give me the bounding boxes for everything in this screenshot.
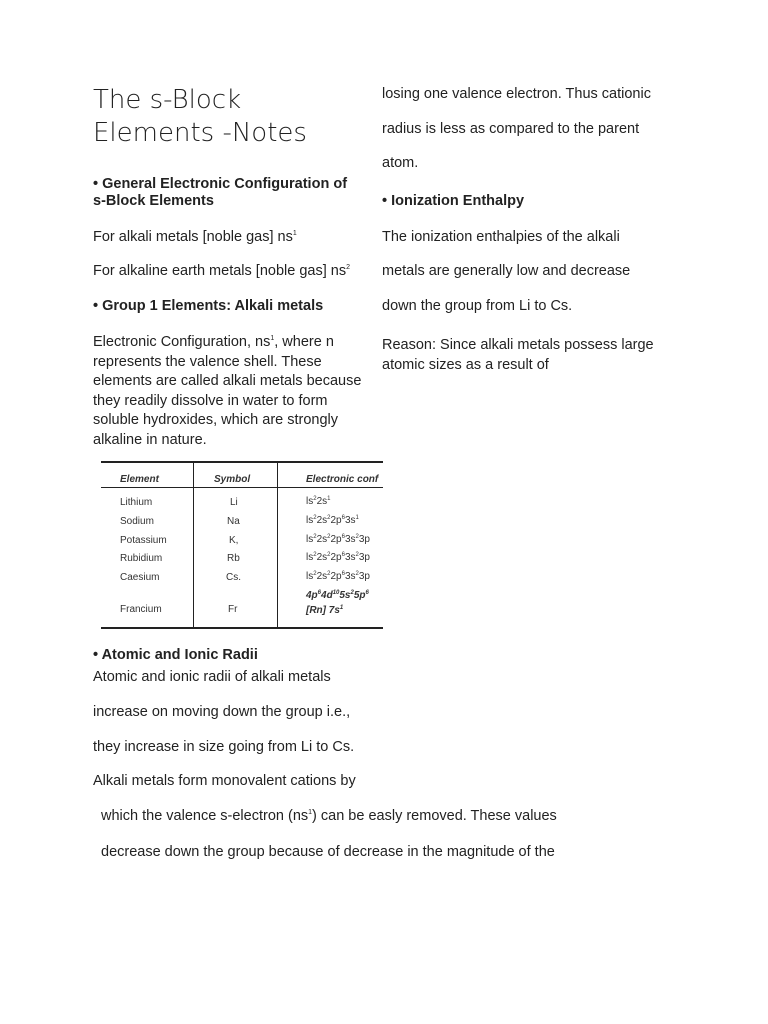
config-heading-line-2: s-Block Elements [93,193,214,209]
title-line-1: The s-Block [93,85,242,115]
cfg-rb-1: 2 [313,552,317,558]
cfg-k-6: 3s [344,534,356,545]
alkali-config-sup: 1 [292,230,297,237]
cfg-na-2: 2s [316,515,328,526]
right-line-1: losing one valence electron. Thus cationic [382,86,651,102]
radii-line-2: increase on moving down the group i.e., [93,704,351,720]
cfg-cs-1: 2 [313,571,317,577]
cfg-cs-0: ls [306,571,314,582]
cfg-k-3: 2 [327,534,331,540]
table-cell-symbol: K, [229,535,239,546]
cfg-k-2: 2s [316,534,328,545]
radii-heading: • Atomic and Ionic Radii [93,647,258,663]
para-line-6: alkaline in nature. [93,431,207,448]
table-cell-symbol: Fr [228,604,238,615]
right-line-2: radius is less as compared to the parent [382,121,640,137]
cfg-fr-1: 1 [339,605,344,611]
bottom-line-1 [101,808,557,825]
reason-line-2: atomic sizes as a result of [382,356,549,373]
ionization-line-2: metals are generally low and decrease [382,263,631,279]
alkaline-config-text: For alkaline earth metals [noble gas] ns [93,263,347,279]
table-cell-element: Sodium [120,516,154,527]
para-line-5: soluble hydroxides, which are strongly [93,412,339,428]
table-bottom-border [101,627,383,629]
table-cell-symbol: Li [230,497,238,508]
cfg-k-4: 2p [330,534,342,545]
para-line-1-sup: 1 [270,335,275,342]
alkaline-config-sup: 2 [346,264,350,271]
cfg-na-6: 3s [344,515,356,526]
para-line-2: represents the valence shell. These [93,353,322,370]
cfg-na-0: ls [306,515,314,526]
cfg-cs-7: 2 [355,571,359,577]
cfg-cs-x7: 6 [365,590,369,596]
cfg-cs-8: 3p [358,571,370,582]
bottom-line-1-sup: 1 [308,809,313,816]
config-heading [93,176,347,210]
table-cell-element: Francium [120,604,162,615]
electronic-config-paragraph [93,333,361,450]
cfg-fr-0: [Rn] 7s [306,605,340,616]
cfg-cs-5: 6 [341,571,345,577]
table-top-border [101,461,383,463]
cfg-rb-4: 2p [330,552,342,563]
ionization-line-1: The ionization enthalpies of the alkali [382,229,620,245]
table-cell-element: Rubidium [120,553,163,564]
para-line-4: they readily dissolve in water to form [93,392,328,409]
cfg-rb-2: 2s [316,552,328,563]
table-cell-symbol: Cs. [226,572,241,583]
cfg-li-1: 2 [313,496,317,502]
page-title [93,84,373,150]
cfg-rb-8: 3p [358,552,370,563]
cfg-k-5: 6 [341,534,345,540]
table-cell-symbol: Na [227,516,240,527]
radii-line-3: they increase in size going from Li to Cs. [93,739,355,755]
title-line-2: Elements -Notes [93,118,307,148]
table-header-divider [101,487,383,488]
cfg-li-2: 2s [316,496,328,507]
alkaline-config-line [93,263,350,280]
table-cell-element: Lithium [120,497,153,508]
table-column-divider [277,461,278,629]
table-column-divider [193,461,194,629]
para-line-1-pre: Electronic Configuration, ns [93,334,271,350]
cfg-k-8: 3p [358,534,370,545]
cfg-cs-6: 3s [344,571,356,582]
bottom-line-1-pre: which the valence s-electron (ns [101,808,309,824]
cfg-na-3: 2 [327,515,331,521]
cfg-na-7: 1 [355,515,359,521]
table-header-symbol: Symbol [214,474,251,485]
cfg-rb-7: 2 [355,552,359,558]
cfg-rb-5: 6 [341,552,345,558]
para-line-1-post: , where n [274,334,334,350]
table-header-element: Element [120,474,159,485]
cfg-cs-x2: 4d [321,590,333,601]
table-header-config: Electronic conf [306,474,379,485]
reason-line-1: Reason: Since alkali metals possess large [382,337,654,353]
cfg-li-3: 1 [327,496,331,502]
table-cell-config [306,515,359,526]
para-line-1 [93,333,361,353]
cfg-na-1: 2 [313,515,317,521]
bottom-line-2: decrease down the group because of decrease in the magnitude of the [101,844,555,860]
cfg-li-0: ls [306,496,314,507]
cfg-cs-x6: 5p [353,590,366,601]
table-cell-element: Caesium [120,572,160,583]
cfg-na-4: 2p [330,515,342,526]
ionization-line-3: down the group from Li to Cs. [382,298,573,314]
group1-heading: • Group 1 Elements: Alkali metals [93,298,324,314]
alkali-metals-table [101,461,383,629]
table-cell-config [306,534,370,545]
bottom-line-1-post: ) can be easly removed. These values [312,808,557,824]
cfg-k-0: ls [306,534,314,545]
alkali-config-line [93,229,297,246]
table-cell-config [306,496,330,507]
reason-paragraph [382,336,654,375]
right-line-3: atom. [382,155,419,171]
cfg-cs-3: 2 [327,571,331,577]
cfg-k-1: 2 [313,534,317,540]
cfg-cs-x4: 5s [339,590,351,601]
cfg-k-7: 2 [355,534,359,540]
table-cell-config [306,552,370,563]
alkali-config-text: For alkali metals [noble gas] ns [93,229,293,245]
table-cell-config [306,571,370,582]
table-cell-config [306,605,343,616]
table-cell-symbol: Rb [227,553,240,564]
cfg-rb-6: 3s [344,552,356,563]
cfg-na-5: 6 [341,515,345,521]
config-heading-line-1: • General Electronic Configuration of [93,176,348,192]
ionization-heading: • Ionization Enthalpy [382,193,525,209]
table-cell-element: Potassium [120,535,167,546]
radii-line-4: Alkali metals form monovalent cations by [93,773,356,789]
cfg-cs-x1: 6 [317,590,322,596]
radii-line-1: Atomic and ionic radii of alkali metals [93,669,331,685]
cfg-rb-0: ls [306,552,314,563]
cfg-cs-4: 2p [330,571,342,582]
para-line-3: elements are called alkali metals because [93,373,362,389]
cfg-cs-x3: 10 [332,590,340,596]
cfg-cs-2: 2s [316,571,328,582]
table-cell-config-continued [306,590,369,601]
cfg-cs-x0: 4p [306,590,318,601]
cfg-rb-3: 2 [327,552,331,558]
cfg-cs-x5: 2 [350,590,354,596]
